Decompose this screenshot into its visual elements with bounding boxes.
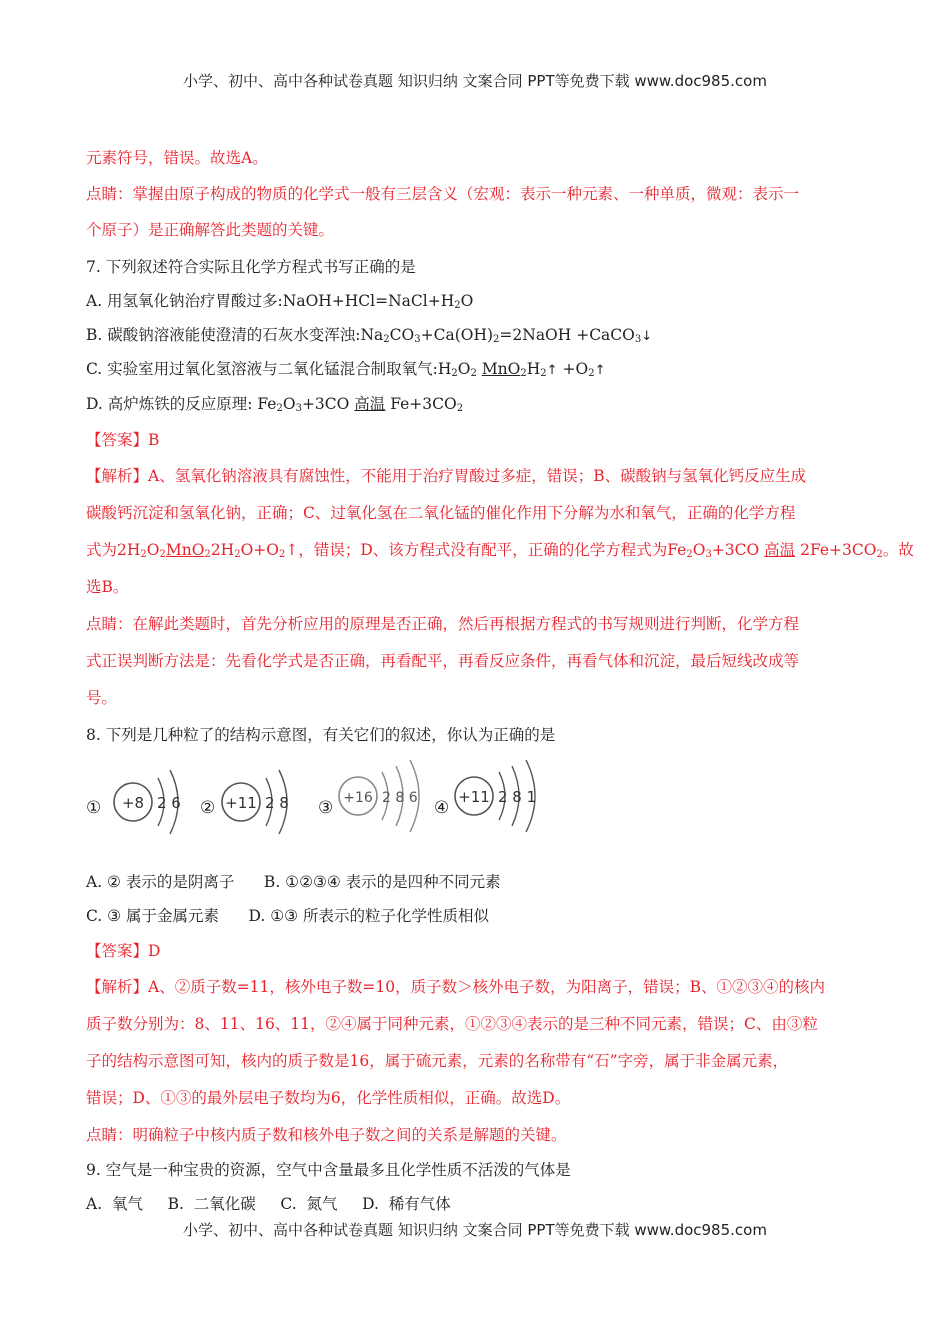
- page-header: 小学、初中、高中各种试卷真题 知识归纳 文案合同 PPT等免费下载 www.doc985.com: [183, 72, 767, 90]
- particle-4-nucleus: +11: [458, 788, 490, 806]
- particle-2-shells: 2 8: [265, 794, 289, 812]
- q8-exp-line4: 错误；D、①③的最外层电子数均为6，化学性质相似，正确。故选D。: [86, 1089, 571, 1107]
- particle-4-shells: 2 8 1: [498, 788, 537, 806]
- q8-options-ab: A. ② 表示的是阴离子 B. ①②③④ 表示的是四种不同元素: [86, 873, 501, 891]
- q9-stem: 9. 空气是一种宝贵的资源，空气中含量最多且化学性质不活泼的气体是: [86, 1161, 571, 1179]
- q7-exp-line4: 选B。: [86, 578, 129, 596]
- prev-tip-line1: 点睛：掌握由原子构成的物质的化学式一般有三层含义（宏观：表示一种元素、一种单质，微观：表示一: [86, 185, 800, 203]
- particle-3-mark: ③: [318, 798, 334, 818]
- particle-3-shells: 2 8 6: [382, 790, 418, 806]
- particle-1-diagram: [108, 758, 208, 838]
- prev-tip-line2: 个原子）是正确解答此类题的关键。: [86, 221, 335, 239]
- particle-4-diagram: [452, 758, 572, 838]
- q7-answer: 【答案】B: [86, 431, 160, 449]
- q9-options: A. 氧气 B. 二氧化碳 C. 氮气 D. 稀有气体: [86, 1195, 451, 1213]
- prev-conclusion: 元素符号，错误。故选A。: [86, 149, 268, 167]
- q8-stem: 8. 下列是几种粒了的结构示意图，有关它们的叙述，你认为正确的是: [86, 726, 556, 744]
- q7-stem: 7. 下列叙述符合实际且化学方程式书写正确的是: [86, 258, 416, 276]
- q7-exp-line1: 【解析】A、氢氧化钠溶液具有腐蚀性，不能用于治疗胃酸过多症，错误；B、碳酸钠与氢氧化钙反应生成: [86, 467, 807, 485]
- q7-tip-line2: 式正误判断方法是：先看化学式是否正确，再看配平，再看反应条件，再看气体和沉淀，最后短线改成等: [86, 652, 800, 670]
- particle-1-shells: 2 6: [157, 794, 181, 812]
- q7-option-a: A. 用氢氧化钠治疗胃酸过多$:NaOH+HCl=NaCl+H_2O$: [86, 292, 474, 311]
- page-footer: 小学、初中、高中各种试卷真题 知识归纳 文案合同 PPT等免费下载 www.doc985.com: [183, 1221, 767, 1239]
- q7-option-d: D. 高炉炼铁的反应原理: $Fe_2O_3+3CO$ 高温 $Fe+3CO_2$: [86, 395, 464, 414]
- particle-3-nucleus: +16: [343, 790, 373, 806]
- particle-1-nucleus: +8: [121, 794, 145, 812]
- q7-tip-line3: 号。: [86, 689, 118, 707]
- q8-exp-line3: 子的结构示意图可知，核内的质子数是16，属于硫元素，元素的名称带有“石”字旁，属于非金属元素，: [86, 1052, 789, 1070]
- particle-4-mark: ④: [434, 798, 450, 818]
- q7-tip-line1: 点睛：在解此类题时，首先分析应用的原理是否正确，然后再根据方程式的书写规则进行判断，化学方程: [86, 615, 800, 633]
- particle-2-diagram: [219, 758, 319, 838]
- q8-exp-line2: 质子数分别为：8、11、16、11，②④属于同种元素，①②③④表示的是三种不同元素，错误；C、由③粒: [86, 1015, 818, 1033]
- particle-2-nucleus: +11: [225, 794, 257, 812]
- q8-tip: 点睛：明确粒子中核内质子数和核外电子数之间的关系是解题的关键。: [86, 1126, 567, 1144]
- particle-1-mark: ①: [86, 798, 102, 818]
- q8-options-cd: C. ③ 属于金属元素 D. ①③ 所表示的粒子化学性质相似: [86, 907, 489, 925]
- q8-answer: 【答案】D: [86, 942, 161, 960]
- q7-exp-line2: 碳酸钙沉淀和氢氧化钠，正确；C、过氧化氢在二氧化锰的催化作用下分解为水和氧气，正确的化学方程: [86, 504, 796, 522]
- q7-option-c: C. 实验室用过氧化氢溶液与二氧化锰混合制取氧气$:H_2O_2$ $MnO_2H_2↑$ $+O_2↑$: [86, 360, 606, 379]
- q7-exp-line3: 式为$2H_2O_2MnO_22H_2O+O_2↑$，错误；D、该方程式没有配平，正确的化学方程式为$Fe_2O_3+3CO$ 高温 $2Fe+3CO_2$。故: [86, 541, 914, 560]
- particle-2-mark: ②: [200, 798, 216, 818]
- particle-diagrams: [86, 758, 886, 838]
- q8-exp-line1: 【解析】A、②质子数=11，核外电子数=10，质子数＞核外电子数，为阳离子，错误；B、①②③④的核内: [86, 978, 826, 996]
- q7-option-b: B. 碳酸钠溶液能使澄清的石灰水变浑浊$:Na_2CO_3+Ca(OH)_2=2NaOH$ +CaCO$_3$↓: [86, 326, 653, 345]
